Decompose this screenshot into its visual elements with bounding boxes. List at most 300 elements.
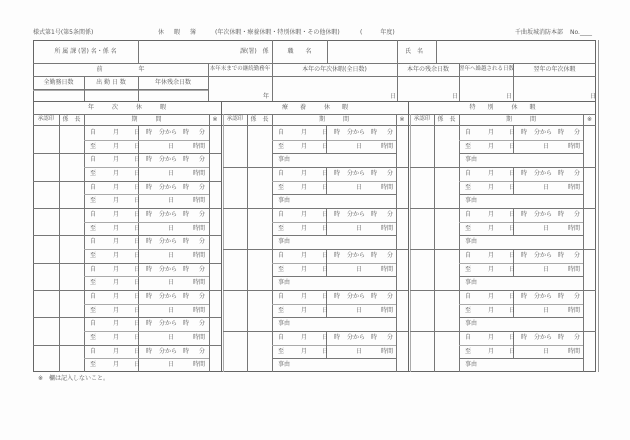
duration-hours-label: 時間	[193, 279, 206, 287]
col-period: 期 間	[131, 116, 162, 123]
hour-label: 時	[558, 293, 565, 300]
hour-label: 時	[521, 170, 528, 177]
month-label: 月	[301, 334, 308, 341]
row-divider	[459, 304, 583, 305]
chief-stamp-field[interactable]	[434, 126, 459, 167]
chief-stamp-field[interactable]	[434, 331, 459, 372]
footnote: ※ 欄は記入しないこと。	[38, 375, 110, 382]
row-divider	[84, 249, 209, 250]
col-mark: ※	[399, 116, 405, 123]
approval-stamp-field[interactable]	[33, 290, 59, 317]
to-label: 至	[278, 306, 285, 314]
division-label: 課(署) 係	[240, 48, 269, 55]
approval-stamp-field[interactable]	[223, 290, 247, 331]
medical-leave-title: 療 養 休 暇	[281, 104, 348, 111]
month-label: 月	[113, 197, 120, 205]
reason-label: 事由	[465, 197, 478, 205]
from-label: 自	[465, 129, 472, 136]
to-label: 至	[90, 142, 97, 150]
unit-year: 年	[263, 93, 270, 100]
day-label: 日	[322, 129, 329, 136]
day-label: 日	[509, 183, 516, 191]
divider	[33, 114, 596, 115]
hour-label: 時	[371, 293, 378, 300]
to-label: 至	[278, 347, 285, 355]
from-label: 自	[90, 293, 97, 300]
day-label: 日	[134, 279, 141, 287]
hour-label: 時	[558, 129, 565, 136]
month-label: 月	[488, 142, 495, 150]
hour-label: 時	[146, 183, 153, 191]
minute-from-label: 分から	[159, 129, 178, 136]
unit-day: 日	[390, 93, 397, 100]
month-label: 月	[113, 265, 120, 273]
approval-stamp-field[interactable]	[410, 126, 434, 167]
to-label: 至	[278, 142, 285, 150]
hour-label: 時	[371, 252, 378, 259]
minute-from-label: 分から	[159, 211, 178, 218]
row-divider	[84, 331, 209, 332]
chief-stamp-field[interactable]	[59, 290, 84, 317]
day-label: 日	[509, 224, 516, 232]
reason-label: 事由	[465, 279, 478, 287]
minute-from-label: 分から	[534, 170, 553, 177]
divider	[327, 40, 328, 63]
chief-stamp-field[interactable]	[59, 181, 84, 208]
approval-stamp-field[interactable]	[33, 345, 59, 372]
hour-label: 時	[146, 211, 153, 218]
document-number: No.____	[570, 29, 592, 36]
row-divider	[459, 263, 583, 264]
day-label: 日	[322, 265, 329, 273]
chief-stamp-field[interactable]	[434, 208, 459, 249]
chief-stamp-field[interactable]	[247, 126, 272, 167]
day-label: 日	[509, 252, 516, 259]
approval-stamp-field[interactable]	[33, 235, 59, 262]
month-label: 月	[113, 306, 120, 314]
divider	[138, 40, 139, 63]
day-label: 日	[134, 320, 141, 328]
from-label: 自	[278, 252, 285, 259]
day-label: 日	[509, 129, 516, 136]
hour-label: 時	[146, 129, 153, 136]
month-label: 月	[488, 306, 495, 314]
approval-stamp-field[interactable]	[410, 290, 434, 331]
minute-label: 分	[387, 252, 394, 259]
duration-day-label: 日	[168, 334, 175, 341]
row-divider	[272, 235, 396, 236]
month-label: 月	[113, 183, 120, 191]
from-label: 自	[90, 238, 97, 246]
month-label: 月	[301, 170, 308, 177]
day-label: 日	[134, 156, 141, 164]
service-years-label: 本年末までの継続勤務年	[209, 66, 271, 72]
col-mark: ※	[212, 116, 218, 123]
annual-leave-total-label: 本年の年次休暇(全日数)	[302, 66, 367, 73]
from-label: 自	[90, 265, 97, 273]
month-label: 月	[113, 361, 120, 369]
next-year-leave-label: 翌年の年次休暇	[533, 66, 576, 73]
minute-label: 分	[387, 293, 394, 300]
day-label: 日	[134, 361, 141, 369]
duration-day-label: 日	[168, 252, 175, 259]
form-subtitle: (年次休暇・療養休暇・特別休暇・その他休暇)	[215, 29, 340, 36]
hour-label: 時	[371, 129, 378, 136]
minute-from-label: 分から	[159, 347, 178, 355]
from-label: 自	[278, 334, 285, 341]
approval-stamp-field[interactable]	[223, 249, 247, 290]
duration-hours-label: 時間	[193, 170, 206, 177]
duration-day-label: 日	[543, 183, 550, 191]
minute-from-label: 分から	[534, 293, 553, 300]
approval-stamp-field[interactable]	[33, 208, 59, 235]
reason-label: 事由	[278, 279, 291, 287]
row-divider	[272, 181, 396, 182]
row-divider	[459, 276, 583, 277]
month-label: 月	[301, 265, 308, 273]
duration-hours-label: 時間	[193, 142, 206, 150]
duration-day-label: 日	[356, 265, 363, 273]
from-label: 自	[278, 293, 285, 300]
minute-label: 分	[574, 129, 581, 136]
reason-label: 事由	[465, 361, 478, 369]
minute-label: 分	[387, 170, 394, 177]
to-label: 至	[90, 197, 97, 205]
day-label: 日	[509, 211, 516, 218]
hour-label: 時	[521, 211, 528, 218]
hour-label: 時	[521, 129, 528, 136]
minute-from-label: 分から	[159, 156, 178, 164]
to-label: 至	[465, 306, 472, 314]
approval-stamp-field[interactable]	[410, 167, 434, 208]
row-divider	[459, 153, 583, 154]
hour-label: 時	[371, 334, 378, 341]
from-label: 自	[465, 293, 472, 300]
duration-hours-label: 時間	[193, 361, 206, 369]
hour-label: 時	[146, 156, 153, 164]
row-divider	[84, 358, 209, 359]
position-label: 職 名	[287, 48, 312, 55]
duration-day-label: 日	[356, 142, 363, 150]
chief-stamp-field[interactable]	[247, 208, 272, 249]
duration-hours-label: 時間	[381, 306, 394, 314]
day-label: 日	[509, 265, 516, 273]
month-label: 月	[113, 142, 120, 150]
month-label: 月	[301, 142, 308, 150]
approval-stamp-field[interactable]	[223, 126, 247, 167]
month-label: 月	[113, 238, 120, 246]
month-label: 月	[301, 306, 308, 314]
col-chief: 係 長	[62, 116, 81, 123]
day-label: 日	[322, 170, 329, 177]
duration-hours-label: 時間	[381, 142, 394, 150]
hour-label: 時	[334, 129, 341, 136]
month-label: 月	[301, 183, 308, 191]
from-label: 自	[90, 211, 97, 218]
section-divider	[408, 101, 409, 372]
month-label: 月	[488, 347, 495, 355]
minute-label: 分	[387, 211, 394, 218]
hour-label: 時	[371, 170, 378, 177]
chief-stamp-field[interactable]	[59, 153, 84, 180]
reason-label: 事由	[278, 197, 291, 205]
carryover-label: 翌年へ繰越される日数	[459, 66, 515, 72]
minute-label: 分	[574, 252, 581, 259]
workdays-label: 全勤務日数	[43, 79, 74, 86]
col-approval-stamp: 承認印	[226, 116, 244, 122]
chief-stamp-field[interactable]	[59, 345, 84, 372]
annual-leave-title: 年 次 休 暇	[87, 104, 166, 111]
from-label: 自	[90, 156, 97, 164]
day-label: 日	[134, 170, 141, 177]
approval-stamp-field[interactable]	[410, 249, 434, 290]
minute-label: 分	[199, 183, 206, 191]
month-label: 月	[113, 334, 120, 341]
month-label: 月	[488, 211, 495, 218]
minute-label: 分	[199, 156, 206, 164]
row-divider	[459, 358, 583, 359]
duration-hours-label: 時間	[568, 183, 581, 191]
from-label: 自	[465, 334, 472, 341]
hour-label: 時	[146, 320, 153, 328]
minute-label: 分	[199, 129, 206, 136]
hour-label: 時	[146, 347, 153, 355]
unit-day: 日	[506, 93, 513, 100]
duration-hours-label: 時間	[568, 265, 581, 273]
chief-stamp-field[interactable]	[434, 290, 459, 331]
approval-stamp-field[interactable]	[33, 126, 59, 153]
day-label: 日	[322, 224, 329, 232]
minute-label: 分	[199, 265, 206, 273]
minute-from-label: 分から	[534, 211, 553, 218]
duration-hours-label: 時間	[568, 142, 581, 150]
from-label: 自	[278, 129, 285, 136]
month-label: 月	[113, 293, 120, 300]
to-label: 至	[90, 361, 97, 369]
hour-label: 時	[334, 334, 341, 341]
minute-label: 分	[199, 320, 206, 328]
minute-from-label: 分から	[534, 129, 553, 136]
hour-label: 時	[183, 156, 190, 164]
day-label: 日	[134, 347, 141, 355]
fiscal-year: ( 年度)	[360, 29, 395, 36]
chief-stamp-field[interactable]	[247, 167, 272, 208]
month-label: 月	[301, 252, 308, 259]
duration-day-label: 日	[356, 347, 363, 355]
hour-label: 時	[521, 293, 528, 300]
hour-label: 時	[146, 265, 153, 273]
to-label: 至	[90, 306, 97, 314]
duration-hours-label: 時間	[193, 334, 206, 341]
month-label: 月	[488, 183, 495, 191]
month-label: 月	[113, 347, 120, 355]
annual-remaining-label: 年休残余日数	[154, 79, 191, 86]
chief-stamp-field[interactable]	[247, 249, 272, 290]
row-divider	[459, 345, 583, 346]
approval-stamp-field[interactable]	[33, 317, 59, 344]
reason-label: 事由	[465, 320, 478, 328]
minute-label: 分	[574, 334, 581, 341]
form-number: 様式第1号(第5条関係)	[33, 29, 94, 36]
day-label: 日	[322, 293, 329, 300]
approval-stamp-field[interactable]	[223, 208, 247, 249]
to-label: 至	[90, 224, 97, 232]
divider	[396, 114, 397, 372]
hour-label: 時	[183, 238, 190, 246]
month-label: 月	[301, 129, 308, 136]
divider	[33, 101, 596, 102]
month-label: 月	[113, 252, 120, 259]
chief-stamp-field[interactable]	[434, 167, 459, 208]
row-divider	[272, 358, 396, 359]
minute-from-label: 分から	[347, 170, 366, 177]
chief-stamp-field[interactable]	[247, 331, 272, 372]
hour-label: 時	[558, 211, 565, 218]
col-period: 期 間	[318, 116, 349, 123]
day-label: 日	[134, 211, 141, 218]
approval-stamp-field[interactable]	[33, 153, 59, 180]
duration-hours-label: 時間	[381, 347, 394, 355]
approval-stamp-field[interactable]	[410, 208, 434, 249]
to-label: 至	[465, 183, 472, 191]
row-divider	[272, 263, 396, 264]
hour-label: 時	[183, 320, 190, 328]
month-label: 月	[113, 170, 120, 177]
reason-label: 事由	[465, 156, 478, 164]
chief-stamp-field[interactable]	[59, 235, 84, 262]
month-label: 月	[488, 129, 495, 136]
hour-label: 時	[558, 252, 565, 259]
hour-label: 時	[521, 334, 528, 341]
divider	[583, 114, 584, 372]
day-label: 日	[322, 183, 329, 191]
day-label: 日	[134, 293, 141, 300]
row-divider	[459, 140, 583, 141]
minute-label: 分	[574, 170, 581, 177]
divider	[33, 63, 596, 64]
reason-label: 事由	[278, 361, 291, 369]
row-divider	[272, 345, 396, 346]
hour-label: 時	[334, 211, 341, 218]
row-divider	[459, 317, 583, 318]
from-label: 自	[90, 129, 97, 136]
row-divider	[459, 181, 583, 182]
duration-day-label: 日	[543, 265, 550, 273]
approval-stamp-field[interactable]	[410, 331, 434, 372]
month-label: 月	[301, 211, 308, 218]
approval-stamp-field[interactable]	[33, 181, 59, 208]
day-label: 日	[509, 170, 516, 177]
duration-day-label: 日	[168, 142, 175, 150]
row-divider	[459, 194, 583, 195]
prev-year-label: 前 年	[96, 66, 145, 73]
to-label: 至	[465, 142, 472, 150]
day-label: 日	[322, 252, 329, 259]
duration-hours-label: 時間	[381, 183, 394, 191]
row-divider	[272, 304, 396, 305]
hour-label: 時	[558, 170, 565, 177]
approval-stamp-field[interactable]	[223, 167, 247, 208]
duration-day-label: 日	[356, 224, 363, 232]
chief-stamp-field[interactable]	[59, 317, 84, 344]
divider	[33, 125, 596, 126]
row-divider	[272, 194, 396, 195]
hour-label: 時	[183, 211, 190, 218]
to-label: 至	[90, 252, 97, 259]
duration-hours-label: 時間	[193, 224, 206, 232]
day-label: 日	[322, 142, 329, 150]
duration-day-label: 日	[543, 224, 550, 232]
to-label: 至	[90, 334, 97, 341]
hour-label: 時	[558, 334, 565, 341]
month-label: 月	[113, 224, 120, 232]
from-label: 自	[465, 211, 472, 218]
month-label: 月	[301, 293, 308, 300]
duration-day-label: 日	[168, 224, 175, 232]
minute-label: 分	[199, 238, 206, 246]
day-label: 日	[322, 306, 329, 314]
month-label: 月	[113, 320, 120, 328]
duration-hours-label: 時間	[193, 252, 206, 259]
day-label: 日	[134, 238, 141, 246]
approval-stamp-field[interactable]	[223, 331, 247, 372]
duration-hours-label: 時間	[193, 306, 206, 314]
row-divider	[272, 276, 396, 277]
row-divider	[84, 140, 209, 141]
reason-label: 事由	[278, 156, 291, 164]
to-label: 至	[278, 224, 285, 232]
form-frame-outer	[598, 40, 599, 372]
hour-label: 時	[183, 183, 190, 191]
col-chief: 係 長	[250, 116, 269, 123]
row-divider	[272, 153, 396, 154]
minute-from-label: 分から	[159, 293, 178, 300]
to-label: 至	[465, 347, 472, 355]
duration-day-label: 日	[168, 279, 175, 287]
chief-stamp-field[interactable]	[59, 208, 84, 235]
hour-label: 時	[183, 347, 190, 355]
month-label: 月	[488, 252, 495, 259]
hour-label: 時	[183, 293, 190, 300]
minute-from-label: 分から	[159, 238, 178, 246]
minute-label: 分	[574, 211, 581, 218]
day-label: 日	[134, 265, 141, 273]
hour-label: 時	[183, 265, 190, 273]
from-label: 自	[90, 347, 97, 355]
form-title: 休 暇 簿	[158, 29, 199, 36]
to-label: 至	[278, 183, 285, 191]
approval-stamp-field[interactable]	[33, 263, 59, 290]
minute-from-label: 分から	[347, 129, 366, 136]
month-label: 月	[113, 129, 120, 136]
day-label: 日	[134, 306, 141, 314]
divider	[33, 76, 596, 77]
chief-stamp-field[interactable]	[434, 249, 459, 290]
month-label: 月	[301, 347, 308, 355]
chief-stamp-field[interactable]	[247, 290, 272, 331]
remaining-days-label: 本年の残余日数	[406, 66, 449, 73]
col-period: 期 間	[505, 116, 536, 123]
from-label: 自	[465, 170, 472, 177]
chief-stamp-field[interactable]	[59, 126, 84, 153]
chief-stamp-field[interactable]	[59, 263, 84, 290]
row-divider	[84, 194, 209, 195]
month-label: 月	[488, 293, 495, 300]
row-divider	[272, 140, 396, 141]
duration-day-label: 日	[168, 170, 175, 177]
organization-name: 千曲坂城消防本部	[515, 29, 564, 36]
day-label: 日	[134, 252, 141, 259]
